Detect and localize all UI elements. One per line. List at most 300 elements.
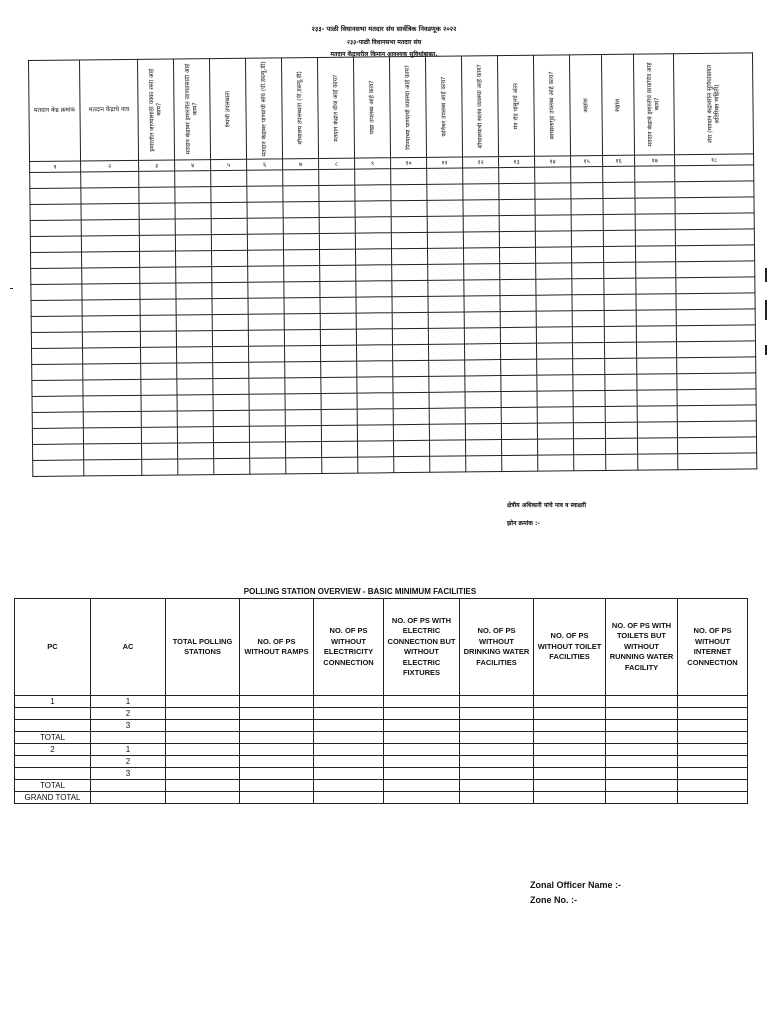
blank-cell[interactable] (534, 708, 606, 720)
blank-cell[interactable] (393, 376, 429, 392)
blank-cell[interactable] (428, 344, 464, 360)
blank-cell[interactable] (314, 744, 384, 756)
blank-cell[interactable] (355, 201, 391, 217)
blank-cell[interactable] (391, 248, 427, 264)
blank-cell[interactable] (536, 327, 572, 343)
blank-cell[interactable] (141, 411, 177, 427)
blank-cell[interactable] (320, 265, 356, 281)
blank-cell[interactable] (314, 708, 384, 720)
blank-cell[interactable] (384, 708, 460, 720)
blank-cell[interactable] (429, 360, 465, 376)
blank-cell[interactable] (30, 236, 81, 253)
blank-cell[interactable] (604, 262, 636, 278)
blank-cell[interactable] (604, 310, 636, 326)
blank-cell[interactable] (429, 392, 465, 408)
blank-cell[interactable] (391, 232, 427, 248)
blank-cell[interactable] (213, 394, 249, 410)
blank-cell[interactable] (635, 182, 675, 198)
blank-cell[interactable] (357, 377, 393, 393)
blank-cell[interactable] (31, 316, 82, 333)
blank-cell[interactable] (534, 720, 606, 732)
blank-cell[interactable] (677, 405, 756, 422)
blank-cell[interactable] (677, 373, 756, 390)
blank-cell[interactable] (463, 216, 499, 232)
blank-cell[interactable] (140, 251, 176, 267)
blank-cell[interactable] (384, 780, 460, 792)
blank-cell[interactable] (677, 421, 756, 438)
blank-cell[interactable] (284, 281, 320, 297)
blank-cell[interactable] (427, 248, 463, 264)
blank-cell[interactable] (465, 408, 501, 424)
blank-cell[interactable] (356, 313, 392, 329)
blank-cell[interactable] (536, 343, 572, 359)
blank-cell[interactable] (604, 278, 636, 294)
blank-cell[interactable] (384, 792, 460, 804)
blank-cell[interactable] (675, 229, 754, 246)
blank-cell[interactable] (573, 374, 605, 390)
blank-cell[interactable] (636, 310, 676, 326)
blank-cell[interactable] (635, 230, 675, 246)
blank-cell[interactable] (384, 696, 460, 708)
blank-cell[interactable] (501, 423, 537, 439)
blank-cell[interactable] (213, 378, 249, 394)
blank-cell[interactable] (678, 732, 748, 744)
blank-cell[interactable] (166, 708, 240, 720)
blank-cell[interactable] (240, 780, 314, 792)
blank-cell[interactable] (247, 170, 283, 186)
blank-cell[interactable] (248, 330, 284, 346)
blank-cell[interactable] (464, 264, 500, 280)
blank-cell[interactable] (357, 409, 393, 425)
blank-cell[interactable] (635, 198, 675, 214)
blank-cell[interactable] (250, 442, 286, 458)
blank-cell[interactable] (606, 756, 678, 768)
blank-cell[interactable] (463, 200, 499, 216)
blank-cell[interactable] (534, 768, 606, 780)
blank-cell[interactable] (429, 424, 465, 440)
blank-cell[interactable] (284, 329, 320, 345)
blank-cell[interactable] (574, 454, 606, 470)
blank-cell[interactable] (571, 198, 603, 214)
blank-cell[interactable] (139, 187, 175, 203)
blank-cell[interactable] (460, 696, 534, 708)
blank-cell[interactable] (81, 235, 139, 252)
blank-cell[interactable] (384, 756, 460, 768)
blank-cell[interactable] (240, 756, 314, 768)
blank-cell[interactable] (175, 171, 211, 187)
blank-cell[interactable] (429, 408, 465, 424)
blank-cell[interactable] (638, 454, 678, 470)
blank-cell[interactable] (319, 249, 355, 265)
blank-cell[interactable] (285, 377, 321, 393)
blank-cell[interactable] (321, 377, 357, 393)
blank-cell[interactable] (464, 344, 500, 360)
blank-cell[interactable] (175, 219, 211, 235)
blank-cell[interactable] (84, 443, 142, 460)
blank-cell[interactable] (534, 732, 606, 744)
blank-cell[interactable] (464, 296, 500, 312)
blank-cell[interactable] (166, 744, 240, 756)
blank-cell[interactable] (637, 422, 677, 438)
blank-cell[interactable] (429, 376, 465, 392)
blank-cell[interactable] (463, 184, 499, 200)
blank-cell[interactable] (534, 792, 606, 804)
blank-cell[interactable] (176, 283, 212, 299)
blank-cell[interactable] (391, 216, 427, 232)
blank-cell[interactable] (501, 359, 537, 375)
blank-cell[interactable] (605, 438, 637, 454)
blank-cell[interactable] (213, 346, 249, 362)
blank-cell[interactable] (285, 409, 321, 425)
blank-cell[interactable] (322, 457, 358, 473)
blank-cell[interactable] (178, 459, 214, 475)
blank-cell[interactable] (430, 440, 466, 456)
blank-cell[interactable] (249, 426, 285, 442)
blank-cell[interactable] (248, 298, 284, 314)
blank-cell[interactable] (678, 453, 757, 470)
blank-cell[interactable] (537, 375, 573, 391)
blank-cell[interactable] (573, 358, 605, 374)
blank-cell[interactable] (320, 329, 356, 345)
blank-cell[interactable] (320, 313, 356, 329)
blank-cell[interactable] (571, 182, 603, 198)
blank-cell[interactable] (427, 216, 463, 232)
blank-cell[interactable] (250, 458, 286, 474)
blank-cell[interactable] (249, 410, 285, 426)
blank-cell[interactable] (637, 406, 677, 422)
blank-cell[interactable] (319, 217, 355, 233)
blank-cell[interactable] (678, 756, 748, 768)
blank-cell[interactable] (166, 720, 240, 732)
blank-cell[interactable] (573, 406, 605, 422)
blank-cell[interactable] (537, 439, 573, 455)
blank-cell[interactable] (140, 331, 176, 347)
blank-cell[interactable] (604, 294, 636, 310)
blank-cell[interactable] (606, 744, 678, 756)
blank-cell[interactable] (460, 792, 534, 804)
blank-cell[interactable] (32, 348, 83, 365)
blank-cell[interactable] (81, 171, 139, 188)
blank-cell[interactable] (248, 282, 284, 298)
blank-cell[interactable] (534, 756, 606, 768)
blank-cell[interactable] (460, 744, 534, 756)
blank-cell[interactable] (212, 314, 248, 330)
blank-cell[interactable] (573, 438, 605, 454)
blank-cell[interactable] (572, 342, 604, 358)
blank-cell[interactable] (606, 780, 678, 792)
blank-cell[interactable] (31, 284, 82, 301)
blank-cell[interactable] (358, 441, 394, 457)
blank-cell[interactable] (391, 168, 427, 184)
blank-cell[interactable] (534, 744, 606, 756)
blank-cell[interactable] (538, 455, 574, 471)
blank-cell[interactable] (286, 457, 322, 473)
blank-cell[interactable] (500, 279, 536, 295)
blank-cell[interactable] (535, 199, 571, 215)
blank-cell[interactable] (678, 768, 748, 780)
blank-cell[interactable] (637, 390, 677, 406)
blank-cell[interactable] (535, 231, 571, 247)
blank-cell[interactable] (283, 169, 319, 185)
blank-cell[interactable] (465, 376, 501, 392)
blank-cell[interactable] (571, 166, 603, 182)
blank-cell[interactable] (677, 437, 756, 454)
blank-cell[interactable] (212, 266, 248, 282)
blank-cell[interactable] (676, 325, 755, 342)
blank-cell[interactable] (240, 732, 314, 744)
blank-cell[interactable] (678, 708, 748, 720)
blank-cell[interactable] (537, 359, 573, 375)
blank-cell[interactable] (393, 392, 429, 408)
blank-cell[interactable] (247, 186, 283, 202)
blank-cell[interactable] (678, 720, 748, 732)
blank-cell[interactable] (637, 438, 677, 454)
blank-cell[interactable] (501, 375, 537, 391)
blank-cell[interactable] (31, 252, 82, 269)
blank-cell[interactable] (211, 170, 247, 186)
blank-cell[interactable] (357, 361, 393, 377)
blank-cell[interactable] (384, 768, 460, 780)
blank-cell[interactable] (177, 363, 213, 379)
blank-cell[interactable] (81, 187, 139, 204)
blank-cell[interactable] (466, 456, 502, 472)
blank-cell[interactable] (392, 312, 428, 328)
blank-cell[interactable] (141, 379, 177, 395)
blank-cell[interactable] (142, 459, 178, 475)
blank-cell[interactable] (536, 311, 572, 327)
blank-cell[interactable] (175, 187, 211, 203)
blank-cell[interactable] (139, 235, 175, 251)
blank-cell[interactable] (636, 342, 676, 358)
blank-cell[interactable] (30, 204, 81, 221)
blank-cell[interactable] (285, 345, 321, 361)
blank-cell[interactable] (30, 172, 81, 189)
blank-cell[interactable] (460, 768, 534, 780)
blank-cell[interactable] (535, 215, 571, 231)
blank-cell[interactable] (605, 358, 637, 374)
blank-cell[interactable] (676, 277, 755, 294)
blank-cell[interactable] (249, 378, 285, 394)
blank-cell[interactable] (32, 380, 83, 397)
blank-cell[interactable] (675, 213, 754, 230)
blank-cell[interactable] (535, 183, 571, 199)
blank-cell[interactable] (314, 720, 384, 732)
blank-cell[interactable] (177, 379, 213, 395)
blank-cell[interactable] (460, 708, 534, 720)
blank-cell[interactable] (33, 444, 84, 461)
blank-cell[interactable] (314, 780, 384, 792)
blank-cell[interactable] (247, 202, 283, 218)
blank-cell[interactable] (166, 756, 240, 768)
blank-cell[interactable] (499, 199, 535, 215)
blank-cell[interactable] (358, 457, 394, 473)
blank-cell[interactable] (82, 283, 140, 300)
blank-cell[interactable] (83, 363, 141, 380)
blank-cell[interactable] (357, 345, 393, 361)
blank-cell[interactable] (499, 247, 535, 263)
blank-cell[interactable] (502, 439, 538, 455)
blank-cell[interactable] (249, 346, 285, 362)
blank-cell[interactable] (212, 298, 248, 314)
blank-cell[interactable] (571, 230, 603, 246)
blank-cell[interactable] (463, 232, 499, 248)
blank-cell[interactable] (319, 169, 355, 185)
blank-cell[interactable] (604, 326, 636, 342)
blank-cell[interactable] (83, 411, 141, 428)
blank-cell[interactable] (499, 183, 535, 199)
blank-cell[interactable] (32, 396, 83, 413)
blank-cell[interactable] (356, 265, 392, 281)
blank-cell[interactable] (319, 233, 355, 249)
blank-cell[interactable] (392, 328, 428, 344)
blank-cell[interactable] (321, 409, 357, 425)
blank-cell[interactable] (604, 342, 636, 358)
blank-cell[interactable] (284, 265, 320, 281)
blank-cell[interactable] (637, 358, 677, 374)
blank-cell[interactable] (141, 395, 177, 411)
blank-cell[interactable] (676, 261, 755, 278)
blank-cell[interactable] (636, 326, 676, 342)
blank-cell[interactable] (321, 393, 357, 409)
blank-cell[interactable] (535, 247, 571, 263)
blank-cell[interactable] (82, 331, 140, 348)
blank-cell[interactable] (501, 407, 537, 423)
blank-cell[interactable] (356, 281, 392, 297)
blank-cell[interactable] (211, 234, 247, 250)
blank-cell[interactable] (573, 390, 605, 406)
blank-cell[interactable] (536, 295, 572, 311)
blank-cell[interactable] (32, 428, 83, 445)
blank-cell[interactable] (384, 744, 460, 756)
blank-cell[interactable] (175, 203, 211, 219)
blank-cell[interactable] (139, 219, 175, 235)
blank-cell[interactable] (606, 792, 678, 804)
blank-cell[interactable] (321, 345, 357, 361)
blank-cell[interactable] (211, 186, 247, 202)
blank-cell[interactable] (605, 422, 637, 438)
blank-cell[interactable] (82, 267, 140, 284)
blank-cell[interactable] (82, 299, 140, 316)
blank-cell[interactable] (286, 441, 322, 457)
blank-cell[interactable] (212, 330, 248, 346)
blank-cell[interactable] (214, 442, 250, 458)
blank-cell[interactable] (394, 456, 430, 472)
blank-cell[interactable] (393, 408, 429, 424)
blank-cell[interactable] (603, 230, 635, 246)
blank-cell[interactable] (140, 267, 176, 283)
blank-cell[interactable] (499, 231, 535, 247)
blank-cell[interactable] (213, 362, 249, 378)
blank-cell[interactable] (177, 411, 213, 427)
blank-cell[interactable] (356, 297, 392, 313)
blank-cell[interactable] (635, 214, 675, 230)
blank-cell[interactable] (572, 262, 604, 278)
blank-cell[interactable] (606, 768, 678, 780)
blank-cell[interactable] (175, 235, 211, 251)
blank-cell[interactable] (677, 357, 756, 374)
blank-cell[interactable] (314, 792, 384, 804)
blank-cell[interactable] (605, 374, 637, 390)
blank-cell[interactable] (285, 361, 321, 377)
blank-cell[interactable] (83, 347, 141, 364)
blank-cell[interactable] (635, 166, 675, 182)
blank-cell[interactable] (676, 293, 755, 310)
blank-cell[interactable] (166, 768, 240, 780)
blank-cell[interactable] (285, 393, 321, 409)
blank-cell[interactable] (31, 268, 82, 285)
blank-cell[interactable] (460, 756, 534, 768)
blank-cell[interactable] (283, 201, 319, 217)
blank-cell[interactable] (82, 251, 140, 268)
blank-cell[interactable] (428, 312, 464, 328)
blank-cell[interactable] (319, 201, 355, 217)
blank-cell[interactable] (463, 248, 499, 264)
blank-cell[interactable] (534, 780, 606, 792)
blank-cell[interactable] (500, 343, 536, 359)
blank-cell[interactable] (142, 443, 178, 459)
blank-cell[interactable] (499, 167, 535, 183)
blank-cell[interactable] (636, 278, 676, 294)
blank-cell[interactable] (247, 218, 283, 234)
blank-cell[interactable] (391, 200, 427, 216)
blank-cell[interactable] (321, 425, 357, 441)
blank-cell[interactable] (427, 168, 463, 184)
blank-cell[interactable] (176, 267, 212, 283)
blank-cell[interactable] (465, 392, 501, 408)
blank-cell[interactable] (606, 708, 678, 720)
blank-cell[interactable] (676, 341, 755, 358)
blank-cell[interactable] (428, 280, 464, 296)
blank-cell[interactable] (499, 215, 535, 231)
blank-cell[interactable] (177, 427, 213, 443)
blank-cell[interactable] (355, 233, 391, 249)
blank-cell[interactable] (320, 297, 356, 313)
blank-cell[interactable] (176, 331, 212, 347)
blank-cell[interactable] (176, 315, 212, 331)
blank-cell[interactable] (465, 424, 501, 440)
blank-cell[interactable] (537, 391, 573, 407)
blank-cell[interactable] (314, 696, 384, 708)
blank-cell[interactable] (31, 332, 82, 349)
blank-cell[interactable] (283, 217, 319, 233)
blank-cell[interactable] (678, 792, 748, 804)
blank-cell[interactable] (502, 455, 538, 471)
blank-cell[interactable] (460, 780, 534, 792)
blank-cell[interactable] (428, 264, 464, 280)
blank-cell[interactable] (393, 344, 429, 360)
blank-cell[interactable] (675, 197, 754, 214)
blank-cell[interactable] (81, 219, 139, 236)
blank-cell[interactable] (176, 251, 212, 267)
blank-cell[interactable] (32, 364, 83, 381)
blank-cell[interactable] (240, 720, 314, 732)
blank-cell[interactable] (606, 696, 678, 708)
blank-cell[interactable] (249, 394, 285, 410)
blank-cell[interactable] (603, 246, 635, 262)
blank-cell[interactable] (212, 250, 248, 266)
blank-cell[interactable] (212, 282, 248, 298)
blank-cell[interactable] (83, 379, 141, 396)
blank-cell[interactable] (213, 410, 249, 426)
blank-cell[interactable] (500, 263, 536, 279)
blank-cell[interactable] (392, 280, 428, 296)
blank-cell[interactable] (636, 262, 676, 278)
blank-cell[interactable] (534, 696, 606, 708)
blank-cell[interactable] (211, 218, 247, 234)
blank-cell[interactable] (571, 214, 603, 230)
blank-cell[interactable] (463, 168, 499, 184)
blank-cell[interactable] (166, 732, 240, 744)
